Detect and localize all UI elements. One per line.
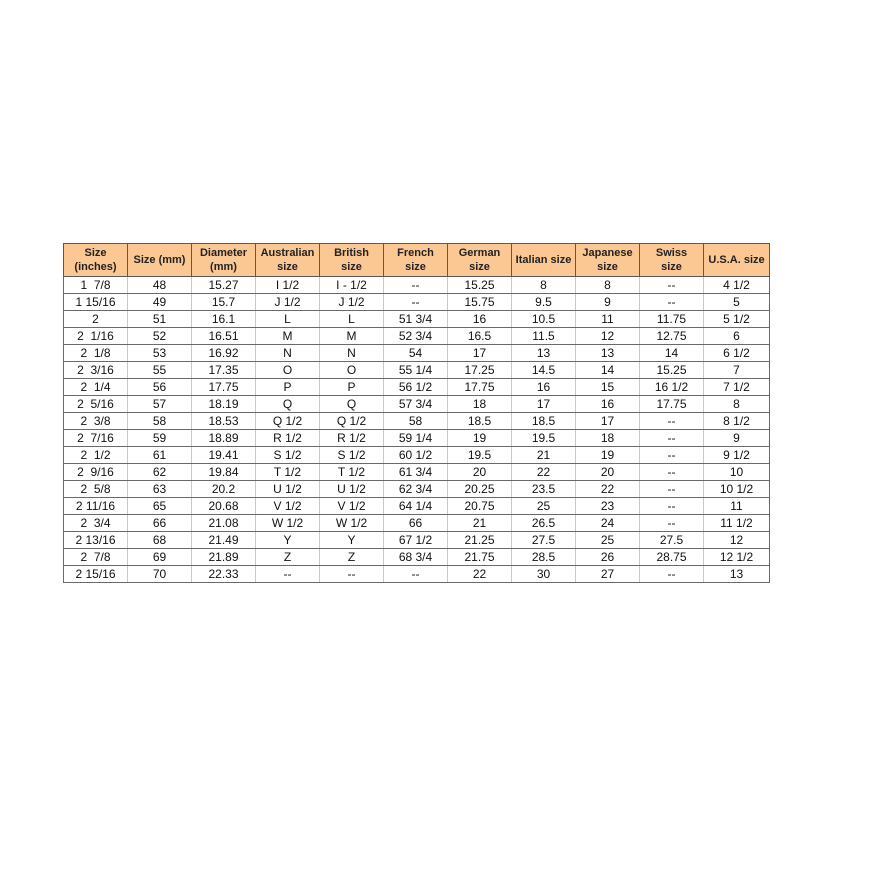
table-cell: 27 — [576, 566, 640, 583]
table-row — [64, 413, 770, 430]
table-row — [64, 532, 770, 549]
table-cell: 21.49 — [192, 532, 256, 549]
table-cell: 2 1/2 — [64, 447, 128, 464]
table-cell: 2 — [64, 311, 128, 328]
table-cell: 2 1/16 — [64, 328, 128, 345]
table-cell: 18 — [448, 396, 512, 413]
column-header-label: French — [397, 247, 434, 259]
column-header-label: Diameter — [199, 247, 248, 259]
table-cell: 5 1/2 — [704, 311, 770, 328]
table-cell: S 1/2 — [256, 447, 320, 464]
table-cell: 17.75 — [448, 379, 512, 396]
table-cell: 21 — [448, 515, 512, 532]
column-header — [192, 244, 256, 277]
table-cell: Q 1/2 — [320, 413, 384, 430]
table-row — [64, 498, 770, 515]
header-row — [64, 244, 770, 277]
table-cell: 2 9/16 — [64, 464, 128, 481]
table-cell: -- — [384, 294, 448, 311]
table-cell: P — [320, 379, 384, 396]
table-cell: 18.89 — [192, 430, 256, 447]
table-cell: R 1/2 — [256, 430, 320, 447]
table-cell: 19 — [576, 447, 640, 464]
column-header — [640, 244, 704, 277]
column-header — [256, 244, 320, 277]
table-cell: 6 1/2 — [704, 345, 770, 362]
table-cell: 26.5 — [512, 515, 576, 532]
table-cell: 56 — [128, 379, 192, 396]
table-cell: Z — [256, 549, 320, 566]
table-cell: U 1/2 — [256, 481, 320, 498]
table-cell: 12 — [576, 328, 640, 345]
table-cell: 7 1/2 — [704, 379, 770, 396]
table-cell: 6 — [704, 328, 770, 345]
column-header — [64, 244, 128, 277]
table-row — [64, 430, 770, 447]
table-cell: O — [256, 362, 320, 379]
table-cell: 69 — [128, 549, 192, 566]
table-cell: 11 1/2 — [704, 515, 770, 532]
column-header-label: Swiss — [655, 247, 688, 259]
table-cell: 22 — [576, 481, 640, 498]
table-cell: 59 1/4 — [384, 430, 448, 447]
table-cell: 2 7/8 — [64, 549, 128, 566]
table-cell: 8 — [512, 277, 576, 294]
table-cell: 22.33 — [192, 566, 256, 583]
table-cell: N — [256, 345, 320, 362]
table-cell: 61 — [128, 447, 192, 464]
table-cell: 8 — [576, 277, 640, 294]
column-header-label: size — [341, 261, 362, 273]
table-cell: 58 — [128, 413, 192, 430]
column-header — [128, 244, 192, 277]
table-cell: 14 — [576, 362, 640, 379]
table-cell: 55 1/4 — [384, 362, 448, 379]
table-cell: 27.5 — [512, 532, 576, 549]
table-row — [64, 311, 770, 328]
table-cell: W 1/2 — [320, 515, 384, 532]
table-cell: 54 — [384, 345, 448, 362]
table-cell: 64 1/4 — [384, 498, 448, 515]
table-cell: U 1/2 — [320, 481, 384, 498]
table-row — [64, 481, 770, 498]
table-cell: S 1/2 — [320, 447, 384, 464]
table-cell: -- — [320, 566, 384, 583]
column-header — [448, 244, 512, 277]
table-cell: -- — [640, 464, 704, 481]
table-cell: 22 — [512, 464, 576, 481]
table-cell: 17.25 — [448, 362, 512, 379]
table-row — [64, 396, 770, 413]
column-header-label: (inches) — [74, 261, 117, 273]
column-header-label: Australian — [260, 247, 315, 259]
table-cell: 20 — [448, 464, 512, 481]
table-cell: 18 — [576, 430, 640, 447]
table-cell: I - 1/2 — [320, 277, 384, 294]
column-header-label: Japanese — [582, 247, 633, 259]
table-cell: 11 — [576, 311, 640, 328]
table-cell: 23 — [576, 498, 640, 515]
table-cell: V 1/2 — [256, 498, 320, 515]
column-header — [512, 244, 576, 277]
table-cell: 52 — [128, 328, 192, 345]
column-header-label: size — [405, 261, 426, 273]
table-cell: 20.25 — [448, 481, 512, 498]
table-cell: -- — [640, 277, 704, 294]
table-cell: 21 — [512, 447, 576, 464]
column-header-label: size — [469, 261, 490, 273]
table-cell: 16.92 — [192, 345, 256, 362]
table-row — [64, 294, 770, 311]
table-cell: 2 3/4 — [64, 515, 128, 532]
table-cell: 52 3/4 — [384, 328, 448, 345]
table-cell: 18.19 — [192, 396, 256, 413]
column-header-label: British — [334, 247, 369, 259]
table-cell: -- — [384, 277, 448, 294]
table-cell: 8 1/2 — [704, 413, 770, 430]
table-cell: Q 1/2 — [256, 413, 320, 430]
table-cell: 20.68 — [192, 498, 256, 515]
table-cell: 12 — [704, 532, 770, 549]
table-cell: 13 — [576, 345, 640, 362]
table-cell: 51 — [128, 311, 192, 328]
table-cell: 13 — [512, 345, 576, 362]
table-cell: 21.25 — [448, 532, 512, 549]
table-cell: M — [320, 328, 384, 345]
table-cell: 21.75 — [448, 549, 512, 566]
table-cell: -- — [256, 566, 320, 583]
table-cell: 48 — [128, 277, 192, 294]
table-cell: 19.84 — [192, 464, 256, 481]
table-cell: -- — [384, 566, 448, 583]
table-cell: 66 — [128, 515, 192, 532]
table-cell: -- — [640, 566, 704, 583]
table-cell: P — [256, 379, 320, 396]
table-cell: 20.75 — [448, 498, 512, 515]
table-cell: 16.51 — [192, 328, 256, 345]
table-cell: 59 — [128, 430, 192, 447]
column-header — [576, 244, 640, 277]
table-row — [64, 277, 770, 294]
table-cell: -- — [640, 294, 704, 311]
table-cell: T 1/2 — [320, 464, 384, 481]
table-cell: 4 1/2 — [704, 277, 770, 294]
table-cell: 62 3/4 — [384, 481, 448, 498]
column-header-label: U.S.A. size — [708, 254, 765, 266]
table-cell: 2 5/16 — [64, 396, 128, 413]
table-cell: 68 — [128, 532, 192, 549]
table-cell: 2 1/4 — [64, 379, 128, 396]
table-cell: -- — [640, 430, 704, 447]
table-cell: -- — [640, 447, 704, 464]
column-header-label: (mm) — [210, 261, 237, 273]
table-cell: 16 — [576, 396, 640, 413]
table-cell: 20 — [576, 464, 640, 481]
table-cell: 2 1/8 — [64, 345, 128, 362]
table-cell: 65 — [128, 498, 192, 515]
table-cell: 18.53 — [192, 413, 256, 430]
table-cell: -- — [640, 498, 704, 515]
size-table — [63, 243, 770, 583]
table-cell: 25 — [576, 532, 640, 549]
table-cell: 22 — [448, 566, 512, 583]
table-row — [64, 515, 770, 532]
table-cell: L — [256, 311, 320, 328]
table-cell: Y — [320, 532, 384, 549]
column-header — [704, 244, 770, 277]
table-cell: O — [320, 362, 384, 379]
table-row — [64, 464, 770, 481]
table-cell: 2 7/16 — [64, 430, 128, 447]
table-cell: 9.5 — [512, 294, 576, 311]
table-cell: 19.41 — [192, 447, 256, 464]
table-cell: 2 3/8 — [64, 413, 128, 430]
table-cell: 51 3/4 — [384, 311, 448, 328]
table-cell: 19 — [448, 430, 512, 447]
table-row — [64, 328, 770, 345]
table-cell: Y — [256, 532, 320, 549]
table-cell: 57 3/4 — [384, 396, 448, 413]
table-cell: 15.25 — [640, 362, 704, 379]
table-cell: 21.89 — [192, 549, 256, 566]
table-cell: 13 — [704, 566, 770, 583]
column-header — [384, 244, 448, 277]
table-cell: Q — [320, 396, 384, 413]
table-cell: 56 1/2 — [384, 379, 448, 396]
table-cell: 17.35 — [192, 362, 256, 379]
table-cell: 9 — [576, 294, 640, 311]
table-cell: 17 — [576, 413, 640, 430]
table-cell: 12 1/2 — [704, 549, 770, 566]
table-cell: 70 — [128, 566, 192, 583]
table-cell: 24 — [576, 515, 640, 532]
table-cell: 16.5 — [448, 328, 512, 345]
table-cell: 7 — [704, 362, 770, 379]
table-cell: 19.5 — [512, 430, 576, 447]
table-cell: 12.75 — [640, 328, 704, 345]
table-cell: J 1/2 — [320, 294, 384, 311]
table-cell: 2 5/8 — [64, 481, 128, 498]
table-cell: J 1/2 — [256, 294, 320, 311]
table-cell: -- — [640, 515, 704, 532]
table-cell: L — [320, 311, 384, 328]
table-cell: 2 15/16 — [64, 566, 128, 583]
column-header-label: Size (mm) — [133, 254, 186, 266]
table-cell: Q — [256, 396, 320, 413]
table-cell: I 1/2 — [256, 277, 320, 294]
table-row — [64, 549, 770, 566]
table-cell: 15.75 — [448, 294, 512, 311]
table-cell: 55 — [128, 362, 192, 379]
table-cell: R 1/2 — [320, 430, 384, 447]
table-cell: -- — [640, 413, 704, 430]
table-cell: 19.5 — [448, 447, 512, 464]
table-cell: 15.7 — [192, 294, 256, 311]
table-cell: -- — [640, 481, 704, 498]
table-cell: 10 1/2 — [704, 481, 770, 498]
column-header-label: Size — [84, 247, 107, 259]
table-row — [64, 447, 770, 464]
table-cell: V 1/2 — [320, 498, 384, 515]
table-cell: 2 3/16 — [64, 362, 128, 379]
table-cell: 63 — [128, 481, 192, 498]
table-cell: 49 — [128, 294, 192, 311]
table-cell: 20.2 — [192, 481, 256, 498]
table-cell: 58 — [384, 413, 448, 430]
table-cell: 16 — [512, 379, 576, 396]
table-cell: Z — [320, 549, 384, 566]
column-header-label: Italian size — [515, 254, 572, 266]
table-cell: 11 — [704, 498, 770, 515]
table-cell: 17 — [512, 396, 576, 413]
table-cell: 11.75 — [640, 311, 704, 328]
table-cell: N — [320, 345, 384, 362]
table-cell: 15.25 — [448, 277, 512, 294]
column-header — [320, 244, 384, 277]
table-cell: 23.5 — [512, 481, 576, 498]
table-cell: 17.75 — [192, 379, 256, 396]
table-cell: 17 — [448, 345, 512, 362]
column-header-label: size — [597, 261, 618, 273]
table-row — [64, 345, 770, 362]
table-cell: 2 13/16 — [64, 532, 128, 549]
table-cell: 61 3/4 — [384, 464, 448, 481]
table-cell: 57 — [128, 396, 192, 413]
table-cell: 53 — [128, 345, 192, 362]
table-cell: 1 15/16 — [64, 294, 128, 311]
table-cell: T 1/2 — [256, 464, 320, 481]
table-cell: 15 — [576, 379, 640, 396]
table-cell: 25 — [512, 498, 576, 515]
table-cell: W 1/2 — [256, 515, 320, 532]
table-cell: 5 — [704, 294, 770, 311]
table-cell: 16.1 — [192, 311, 256, 328]
table-cell: 15.27 — [192, 277, 256, 294]
table-body — [64, 277, 770, 583]
ring-size-conversion-table — [63, 243, 770, 583]
table-cell: 1 7/8 — [64, 277, 128, 294]
table-row — [64, 362, 770, 379]
table-cell: 67 1/2 — [384, 532, 448, 549]
column-header-label: German — [458, 247, 501, 259]
table-cell: 11.5 — [512, 328, 576, 345]
table-cell: 16 — [448, 311, 512, 328]
table-cell: 8 — [704, 396, 770, 413]
table-cell: 9 — [704, 430, 770, 447]
table-cell: 60 1/2 — [384, 447, 448, 464]
table-cell: 14 — [640, 345, 704, 362]
table-row — [64, 566, 770, 583]
table-row — [64, 379, 770, 396]
table-cell: 28.5 — [512, 549, 576, 566]
table-cell: 27.5 — [640, 532, 704, 549]
table-cell: 18.5 — [512, 413, 576, 430]
table-cell: M — [256, 328, 320, 345]
table-cell: 10 — [704, 464, 770, 481]
table-cell: 10.5 — [512, 311, 576, 328]
table-cell: 62 — [128, 464, 192, 481]
table-cell: 2 11/16 — [64, 498, 128, 515]
table-cell: 16 1/2 — [640, 379, 704, 396]
column-header-label: size — [661, 261, 682, 273]
table-cell: 21.08 — [192, 515, 256, 532]
table-cell: 68 3/4 — [384, 549, 448, 566]
table-cell: 18.5 — [448, 413, 512, 430]
table-cell: 26 — [576, 549, 640, 566]
table-cell: 14.5 — [512, 362, 576, 379]
column-header-label: size — [277, 261, 298, 273]
table-cell: 17.75 — [640, 396, 704, 413]
table-cell: 28.75 — [640, 549, 704, 566]
table-cell: 30 — [512, 566, 576, 583]
table-cell: 9 1/2 — [704, 447, 770, 464]
table-cell: 66 — [384, 515, 448, 532]
